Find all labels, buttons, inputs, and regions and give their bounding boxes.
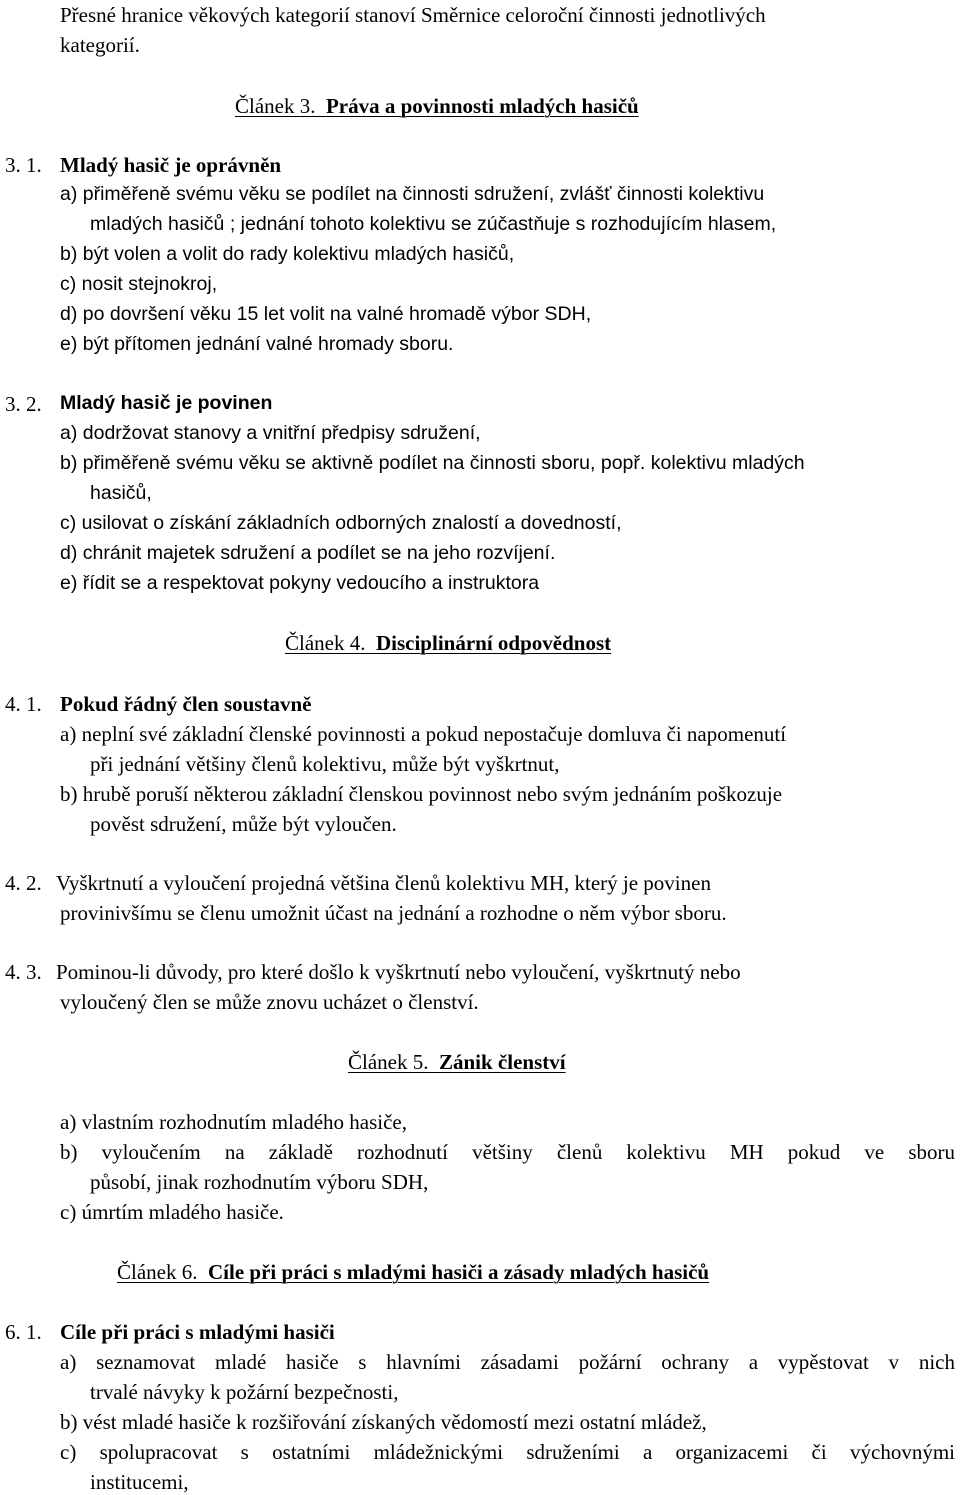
paragraph-text: vyloučený člen se může znovu ucházet o členství. bbox=[60, 990, 479, 1014]
list-item: c) úmrtím mladého hasiče. bbox=[60, 1200, 284, 1224]
article-title: Cíle při práci s mladými hasiči a zásady mladých hasičů bbox=[207, 1260, 710, 1284]
list-item: b) vést mladé hasiče k rozšiřování získaných vědomostí mezi ostatní mládež, bbox=[60, 1410, 707, 1434]
list-item: a) neplní své základní členské povinnosti a pokud nepostačuje domluva či napomenutí bbox=[60, 722, 787, 746]
paragraph-text: provinivšímu se členu umožnit účast na jednání a rozhodne o něm výbor sboru. bbox=[60, 901, 727, 925]
intro-line: Přesné hranice věkových kategorií stanoví Směrnice celoroční činnosti jednotlivých bbox=[60, 3, 766, 27]
article-heading bbox=[117, 1262, 709, 1283]
list-item-continuation: při jednání většiny členů kolektivu, může být vyškrtnut, bbox=[90, 752, 560, 776]
paragraph-number: 4. 1. bbox=[5, 692, 42, 716]
paragraph-heading: Pokud řádný člen soustavně bbox=[60, 692, 312, 716]
list-item: a) vlastním rozhodnutím mladého hasiče, bbox=[60, 1110, 407, 1134]
list-item-continuation: mladých hasičů ; jednání tohoto kolektivu se zúčastňuje s rozhodujícím hlasem, bbox=[90, 213, 777, 235]
paragraph-number: 4. 2. bbox=[5, 871, 42, 895]
article-number: Článek 6. bbox=[117, 1260, 198, 1284]
list-item-continuation: působí, jinak rozhodnutím výboru SDH, bbox=[90, 1170, 429, 1194]
paragraph-number: 3. 1. bbox=[5, 153, 42, 177]
paragraph-number: 3. 2. bbox=[5, 392, 42, 416]
list-item: c) spolupracovat s ostatními mládežnickými sdruženími a organizacemi či výchovnými bbox=[60, 1440, 955, 1464]
paragraph-heading: Mladý hasič je oprávněn bbox=[60, 153, 282, 177]
list-item: b) přiměřeně svému věku se aktivně podílet na činnosti sboru, popř. kolektivu mladých bbox=[60, 452, 805, 474]
list-item: a) dodržovat stanovy a vnitřní předpisy sdružení, bbox=[60, 422, 481, 444]
article-title: Disciplinární odpovědnost bbox=[375, 631, 612, 655]
list-item-continuation: trvalé návyky k požární bezpečnosti, bbox=[90, 1380, 399, 1404]
paragraph-heading: Cíle při práci s mladými hasiči bbox=[60, 1320, 335, 1344]
list-item: e) být přítomen jednání valné hromady sboru. bbox=[60, 333, 454, 355]
list-item: c) usilovat o získání základních odborných znalostí a dovedností, bbox=[60, 512, 622, 534]
list-item: b) hrubě poruší některou základní členskou povinnost nebo svým jednáním poškozuje bbox=[60, 782, 783, 806]
list-item: c) nosit stejnokroj, bbox=[60, 273, 218, 295]
article-heading bbox=[285, 633, 611, 654]
article-number: Článek 3. bbox=[235, 94, 316, 118]
list-item: a) seznamovat mladé hasiče s hlavními zásadami požární ochrany a vypěstovat v nich bbox=[60, 1350, 955, 1374]
list-item: d) chránit majetek sdružení a podílet se na jeho rozvíjení. bbox=[60, 542, 556, 564]
article-heading bbox=[235, 96, 639, 117]
intro-line: kategorií. bbox=[60, 33, 140, 57]
list-item: e) řídit se a respektovat pokyny vedoucího a instruktora bbox=[60, 572, 540, 594]
list-item: b) být volen a volit do rady kolektivu mladých hasičů, bbox=[60, 243, 515, 265]
paragraph-number: 4. 3. bbox=[5, 960, 42, 984]
paragraph-text: Pominou-li důvody, pro které došlo k vyškrtnutí nebo vyloučení, vyškrtnutý nebo bbox=[56, 960, 741, 984]
list-item: b) vyloučením na základě rozhodnutí většiny členů kolektivu MH pokud ve sboru bbox=[60, 1140, 955, 1164]
article-number: Článek 5. bbox=[348, 1050, 429, 1074]
list-item-continuation: institucemi, bbox=[90, 1470, 189, 1494]
article-number: Článek 4. bbox=[285, 631, 366, 655]
article-title: Zánik členství bbox=[438, 1050, 566, 1074]
paragraph-text: Vyškrtnutí a vyloučení projedná většina členů kolektivu MH, který je povinen bbox=[56, 871, 711, 895]
list-item: d) po dovršení věku 15 let volit na valné hromadě výbor SDH, bbox=[60, 303, 592, 325]
paragraph-number: 6. 1. bbox=[5, 1320, 42, 1344]
article-heading bbox=[348, 1052, 566, 1073]
list-item-continuation: pověst sdružení, může být vyloučen. bbox=[90, 812, 397, 836]
list-item: a) přiměřeně svému věku se podílet na činnosti sdružení, zvlášť činnosti kolektivu bbox=[60, 183, 765, 205]
list-item-continuation: hasičů, bbox=[90, 482, 152, 504]
article-title: Práva a povinnosti mladých hasičů bbox=[325, 94, 639, 118]
paragraph-heading: Mladý hasič je povinen bbox=[60, 392, 273, 414]
